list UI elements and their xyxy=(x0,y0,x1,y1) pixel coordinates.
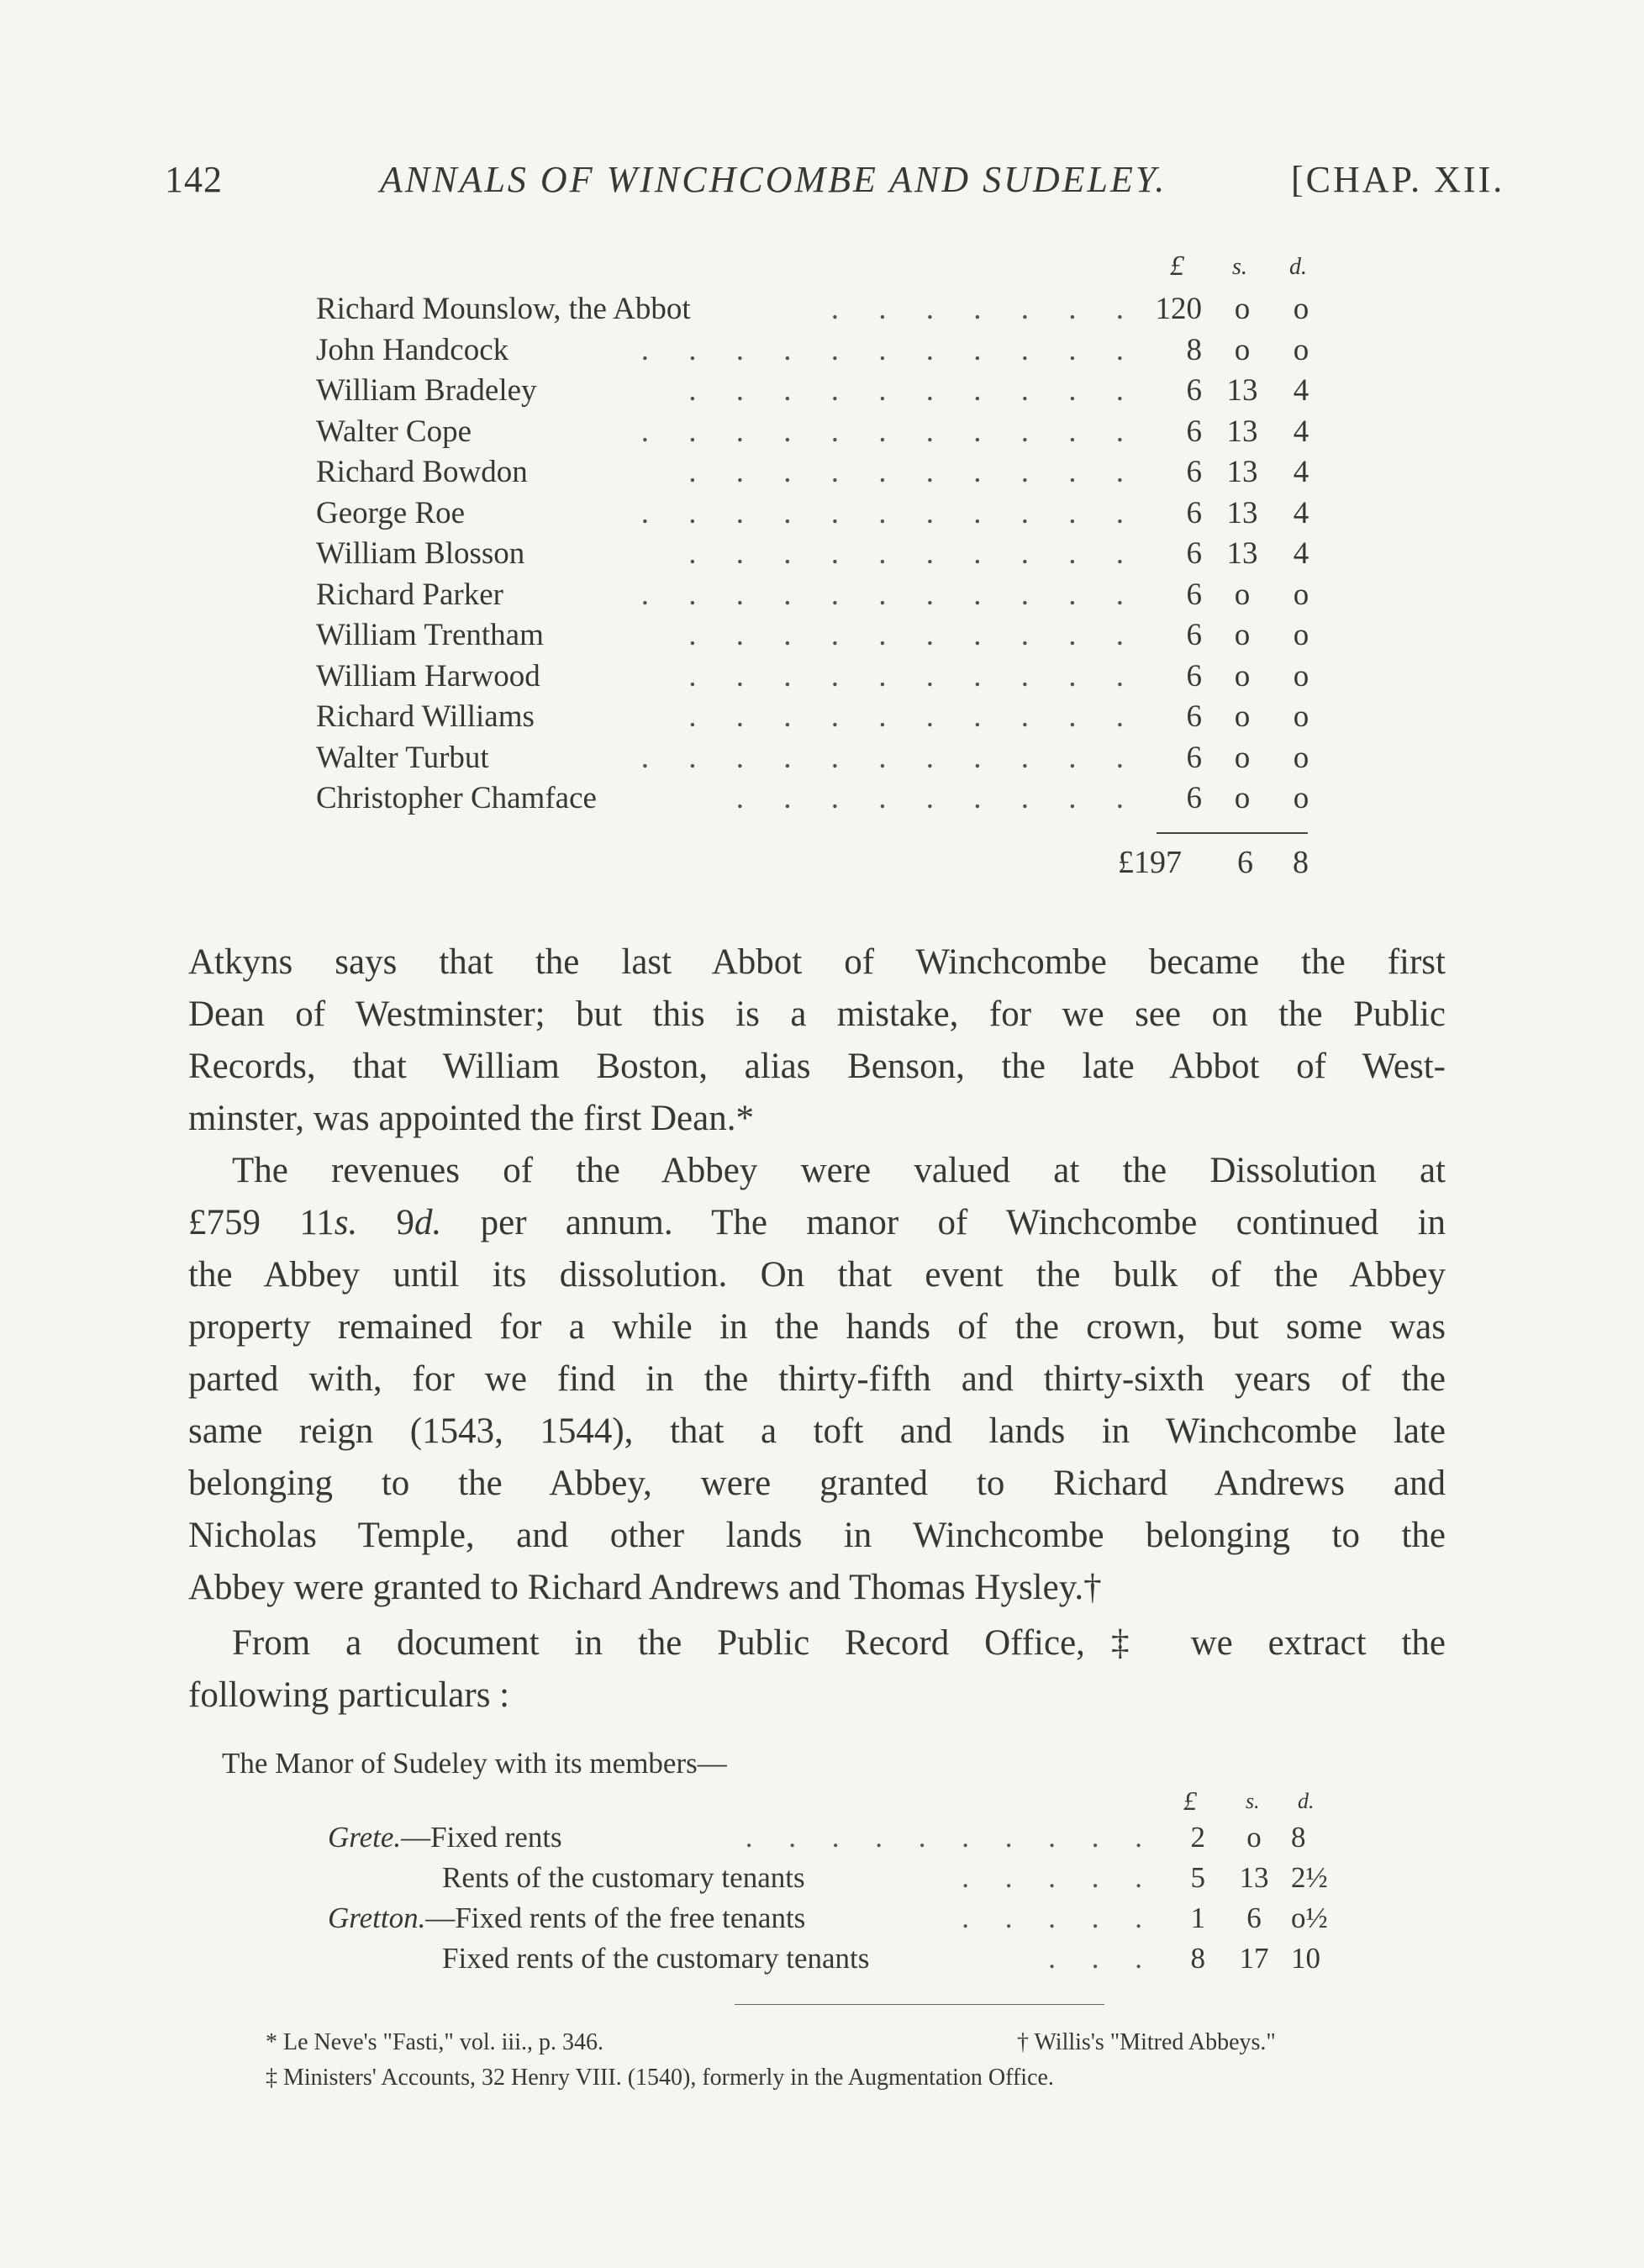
amount-pence: o xyxy=(1293,618,1309,652)
paragraph-line: the Abbey until its dissolution. On that event the bulk of the Abbey xyxy=(188,1255,1446,1295)
amount-pounds: 6 xyxy=(1186,495,1202,530)
sudeley-shillings-header: s. xyxy=(1246,1789,1260,1813)
sudeley-row xyxy=(0,1942,1644,1982)
pensioner-name: Walter Turbut xyxy=(316,740,489,775)
pensioner-name: Christopher Chamface xyxy=(316,781,597,815)
dot-leader: . . . . . . . . . . . xyxy=(640,414,1140,449)
place-name: Grete. xyxy=(328,1821,402,1854)
amount-pounds: 120 xyxy=(1155,292,1202,326)
pensioner-name: William Trentham xyxy=(316,618,544,652)
total-pence: 8 xyxy=(1293,845,1309,880)
amount-pence: 10 xyxy=(1291,1942,1320,1975)
pension-row xyxy=(0,740,1644,780)
amount-shillings: 13 xyxy=(1226,495,1258,530)
dot-leader: . . . xyxy=(1048,1942,1157,1975)
paragraph-line: Dean of Westminster; but this is a mistake, for we see on the Public xyxy=(188,994,1446,1034)
amount-pounds: 5 xyxy=(1190,1861,1205,1894)
dot-leader: . . . . . . . . . . . xyxy=(640,495,1140,530)
amount-pounds: 1 xyxy=(1190,1901,1205,1934)
row-entry xyxy=(328,1821,562,1854)
paragraph-line: minster, was appointed the first Dean.* xyxy=(188,1099,754,1138)
amount-pounds: 8 xyxy=(1186,332,1202,367)
pension-row xyxy=(0,780,1644,820)
footnote-star: * Le Neve's "Fasti," vol. iii., p. 346. xyxy=(266,2029,603,2055)
pension-row xyxy=(0,291,1644,331)
place-name: Gretton. xyxy=(328,1901,426,1934)
amount-shillings: o xyxy=(1234,699,1251,734)
amount-pounds: 8 xyxy=(1190,1942,1205,1975)
amount-pounds: 6 xyxy=(1186,536,1202,571)
footnote-rule xyxy=(735,2004,1104,2005)
pension-row xyxy=(0,658,1644,699)
amount-pence: o½ xyxy=(1291,1901,1328,1934)
dot-leader: . . . . . xyxy=(962,1901,1157,1934)
amount-pence: o xyxy=(1293,658,1309,694)
pension-row xyxy=(0,414,1644,454)
dot-leader: . . . . . . . . . . xyxy=(688,699,1140,734)
amount-shillings: 6 xyxy=(1246,1901,1262,1934)
amount-pounds: 6 xyxy=(1186,781,1202,815)
amount-pence: 4 xyxy=(1293,373,1309,408)
amount-pence: 4 xyxy=(1293,495,1309,530)
rent-description: Rents of the customary tenants xyxy=(442,1861,805,1894)
dot-leader: . . . . . . . . . . xyxy=(688,373,1140,408)
pensioner-name: William Harwood xyxy=(316,658,540,694)
paragraph-line-amount xyxy=(188,1197,1446,1249)
pension-row xyxy=(0,535,1644,576)
amount-pence: 4 xyxy=(1293,536,1309,571)
dot-leader: . . . . . . . . . . xyxy=(688,455,1140,489)
pence-abbrev: d. xyxy=(414,1203,442,1242)
amount-pounds: 2 xyxy=(1190,1821,1205,1854)
amount-shillings: 13 xyxy=(1239,1861,1269,1894)
paragraph-record-office xyxy=(188,1617,1446,1722)
paragraph-line: property remained for a while in the hands of the crown, but some was xyxy=(188,1307,1446,1347)
dot-leader: . . . . . . . . . . . xyxy=(640,740,1140,775)
amount-pence: o xyxy=(1293,332,1309,367)
dot-leader: . . . . . . . . . . . xyxy=(640,577,1140,612)
amount-pence: o xyxy=(1293,292,1309,326)
amount-pounds: 6 xyxy=(1186,373,1202,408)
amount-pence: o xyxy=(1293,577,1309,612)
pensioner-name: Richard Williams xyxy=(316,699,535,734)
amount-pounds: 6 xyxy=(1186,414,1202,449)
pensioner-name: William Bradeley xyxy=(316,373,537,408)
paragraph-revenues xyxy=(188,1145,1446,1614)
page-number: 142 xyxy=(165,159,223,200)
pension-row xyxy=(0,372,1644,413)
pounds-column-header: £ xyxy=(1170,251,1184,282)
amount-pounds: 6 xyxy=(1186,740,1202,775)
paragraph-line: The revenues of the Abbey were valued at the Dissolution at xyxy=(232,1151,1446,1190)
paragraph-line: From a document in the Public Record Office,‡ we extract the xyxy=(232,1623,1446,1663)
dot-leader: . . . . . . . . . . xyxy=(745,1821,1157,1854)
amount-shillings: o xyxy=(1234,577,1251,612)
amount-shillings: o xyxy=(1234,781,1251,815)
rent-description: —Fixed rents xyxy=(401,1821,562,1854)
rent-description: —Fixed rents of the free tenants xyxy=(425,1901,806,1934)
sudeley-row xyxy=(0,1821,1644,1861)
paragraph-line: Nicholas Temple, and other lands in Winchcombe belonging to the xyxy=(188,1516,1446,1555)
amount-pounds: £759 11 xyxy=(188,1203,335,1242)
amount-shillings: 13 xyxy=(1226,536,1258,571)
paragraph-line: belonging to the Abbey, were granted to Richard Andrews and xyxy=(188,1464,1446,1503)
row-entry xyxy=(328,1901,805,1935)
amount-shillings: o xyxy=(1234,618,1251,652)
footnote-dagger: † Willis's "Mitred Abbeys." xyxy=(1017,2029,1276,2055)
dot-leader: . . . . . . . xyxy=(830,292,1140,326)
paragraph-line: Atkyns says that the last Abbot of Winchcombe became the first xyxy=(188,942,1446,982)
total-shillings: 6 xyxy=(1237,845,1253,880)
sudeley-row xyxy=(0,1901,1644,1942)
amount-shillings: 13 xyxy=(1226,414,1258,449)
amount-pence: o xyxy=(1293,781,1309,815)
pensioner-name: John Handcock xyxy=(316,332,509,367)
pence-column-header: d. xyxy=(1289,254,1307,280)
amount-pounds: 6 xyxy=(1186,658,1202,694)
amount-shillings: 13 xyxy=(1226,455,1258,489)
amount-shillings: o xyxy=(1234,332,1251,367)
amount-shillings: o xyxy=(1246,1821,1262,1854)
amount-shillings: 17 xyxy=(1239,1942,1269,1975)
amount-shillings: o xyxy=(1234,292,1251,326)
sudeley-pounds-header: £ xyxy=(1183,1785,1197,1816)
pension-row xyxy=(0,699,1644,739)
paragraph-atkyns xyxy=(188,936,1446,1145)
pensioner-name: Walter Cope xyxy=(316,414,472,449)
pensioner-name: Richard Mounslow, the Abbot xyxy=(316,292,691,326)
chapter-label: [CHAP. XII. xyxy=(1291,159,1505,200)
amount-pounds: 6 xyxy=(1186,455,1202,489)
rent-description: Fixed rents of the customary tenants xyxy=(442,1942,870,1975)
pension-row xyxy=(0,332,1644,372)
amount-pence: 4 xyxy=(1293,414,1309,449)
pension-row xyxy=(0,495,1644,535)
amount-pounds: 6 xyxy=(1186,618,1202,652)
pensioner-name: Richard Bowdon xyxy=(316,455,528,489)
amount-pence: o xyxy=(1293,699,1309,734)
pensioner-name: Richard Parker xyxy=(316,577,503,612)
shillings-column-header: s. xyxy=(1232,254,1247,280)
dot-leader: . . . . . . . . . . xyxy=(688,536,1140,571)
pension-row xyxy=(0,454,1644,494)
total-pounds: £197 xyxy=(1118,845,1182,880)
amount-rest: per annum. The manor of Winchcombe continued in xyxy=(441,1203,1446,1242)
paragraph-line: following particulars : xyxy=(188,1675,510,1715)
sudeley-pence-header: d. xyxy=(1298,1789,1315,1813)
pension-row xyxy=(0,577,1644,617)
dot-leader: . . . . . . . . . xyxy=(735,781,1140,815)
amount-pounds: 6 xyxy=(1186,577,1202,612)
amount-pence: 2½ xyxy=(1291,1861,1328,1894)
paragraph-line: Abbey were granted to Richard Andrews and Thomas Hysley.† xyxy=(188,1568,1102,1607)
dot-leader: . . . . . . . . . . . xyxy=(640,332,1140,367)
dot-leader: . . . . . . . . . . xyxy=(688,618,1140,652)
sudeley-row xyxy=(0,1861,1644,1901)
pensioner-name: George Roe xyxy=(316,495,466,530)
running-title: ANNALS OF WINCHCOMBE AND SUDELEY. xyxy=(380,159,1167,200)
amount-pence: 9 xyxy=(357,1203,415,1242)
pensioner-name: William Blosson xyxy=(316,536,525,571)
paragraph-line: same reign (1543, 1544), that a toft and lands in Winchcombe late xyxy=(188,1411,1446,1451)
shillings-abbrev: s. xyxy=(334,1203,358,1242)
amount-shillings: 13 xyxy=(1226,373,1258,408)
paragraph-line: parted with, for we find in the thirty-fifth and thirty-sixth years of the xyxy=(188,1359,1446,1399)
footnote-double-dagger: ‡ Ministers' Accounts, 32 Henry VIII. (1540), formerly in the Augmentation Office. xyxy=(266,2065,1054,2091)
pension-row xyxy=(0,617,1644,657)
amount-pence: o xyxy=(1293,740,1309,775)
total-rule xyxy=(1157,832,1308,834)
amount-shillings: o xyxy=(1234,658,1251,694)
amount-pence: 4 xyxy=(1293,455,1309,489)
amount-pence: 8 xyxy=(1291,1821,1306,1854)
amount-pounds: 6 xyxy=(1186,699,1202,734)
dot-leader: . . . . . xyxy=(962,1861,1157,1894)
amount-shillings: o xyxy=(1234,740,1251,775)
paragraph-line: Records, that William Boston, alias Benson, the late Abbot of West- xyxy=(188,1047,1446,1086)
sudeley-heading: The Manor of Sudeley with its members— xyxy=(222,1747,727,1780)
dot-leader: . . . . . . . . . . xyxy=(688,658,1140,694)
